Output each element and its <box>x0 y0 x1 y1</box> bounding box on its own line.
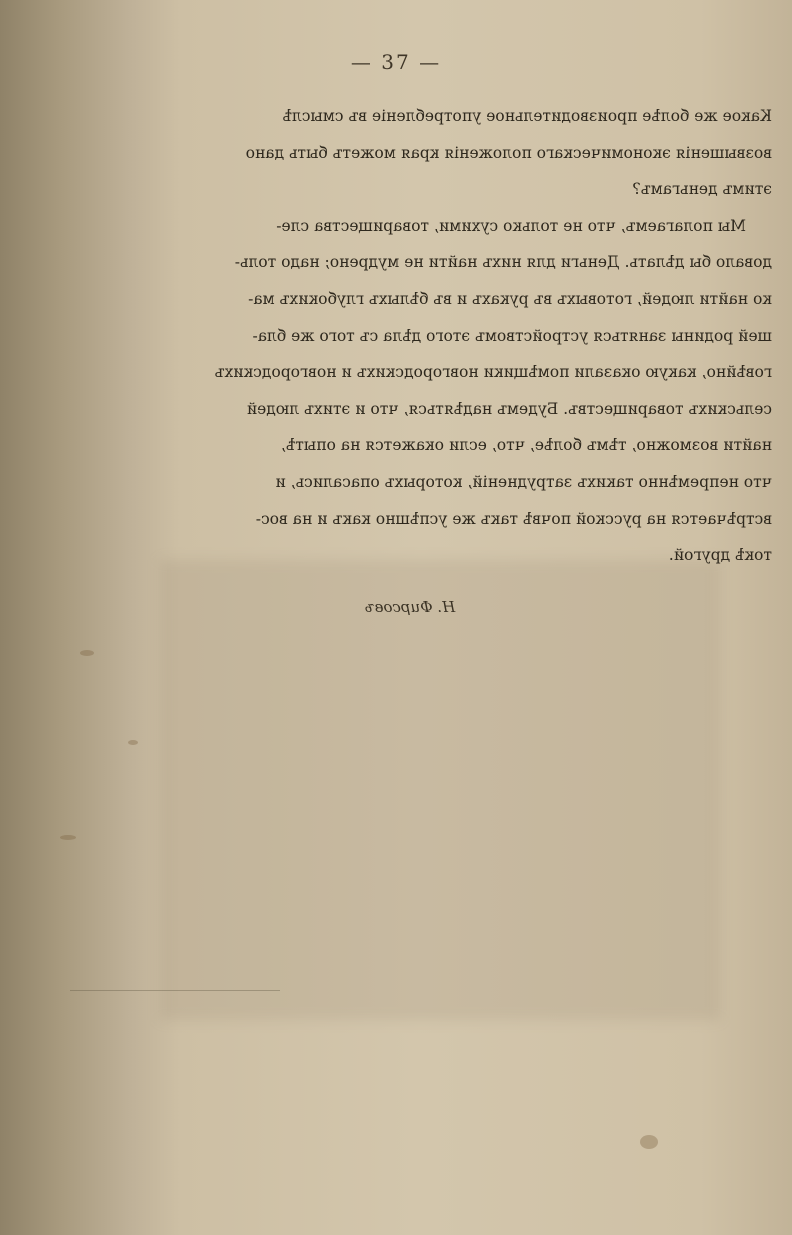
stain-spot <box>80 650 94 656</box>
text-line: найти возможно, тѣмъ болѣе, что, если окажется на опытѣ, <box>280 436 772 455</box>
stain-spot <box>60 835 76 840</box>
text-line: встрѣчается на русской почвѣ такъ же успѣшно какъ и на вос- <box>255 509 772 528</box>
stain-spot <box>128 740 138 745</box>
stain-spot <box>640 1135 658 1149</box>
page-number: — 37 — <box>350 50 442 74</box>
show-through-bleed <box>160 560 720 1020</box>
text-line: говѣйно, какую оказали помѣщики новгородскихъ и новгородскихъ <box>214 363 772 382</box>
footnote-rule <box>70 990 280 991</box>
text-line: возвышенія экономическаго положенія края можетъ быть дано <box>245 143 772 162</box>
text-line: что непремѣнно такихъ затрудненій, которыхъ опасались, и <box>275 472 772 491</box>
text-line: Мы полагаемъ, что не только сухими, товарищества сле- <box>276 216 746 235</box>
text-line: сельскихъ товариществъ. Будемъ надѣяться, что и этихъ людей <box>246 399 772 418</box>
text-line: Какое же болѣе производительное употребленіе въ смыслѣ <box>282 107 772 125</box>
text-line: довало бы дѣлать. Деньги для нихъ найти не мудрено; надо толь- <box>234 253 772 272</box>
text-line: ко найти людей, готовыхъ въ рукахъ и въ бѣлыхъ глубокихъ ма- <box>248 289 772 308</box>
text-line: этимъ деньгамъ? <box>632 180 772 199</box>
text-line: шей родины заняться устройствомъ этого дѣла съ того же бла- <box>252 326 772 345</box>
body-text <box>112 98 772 574</box>
text-line: токѣ другой. <box>668 546 772 565</box>
author-signature: Н. Фирсовъ <box>364 598 456 616</box>
